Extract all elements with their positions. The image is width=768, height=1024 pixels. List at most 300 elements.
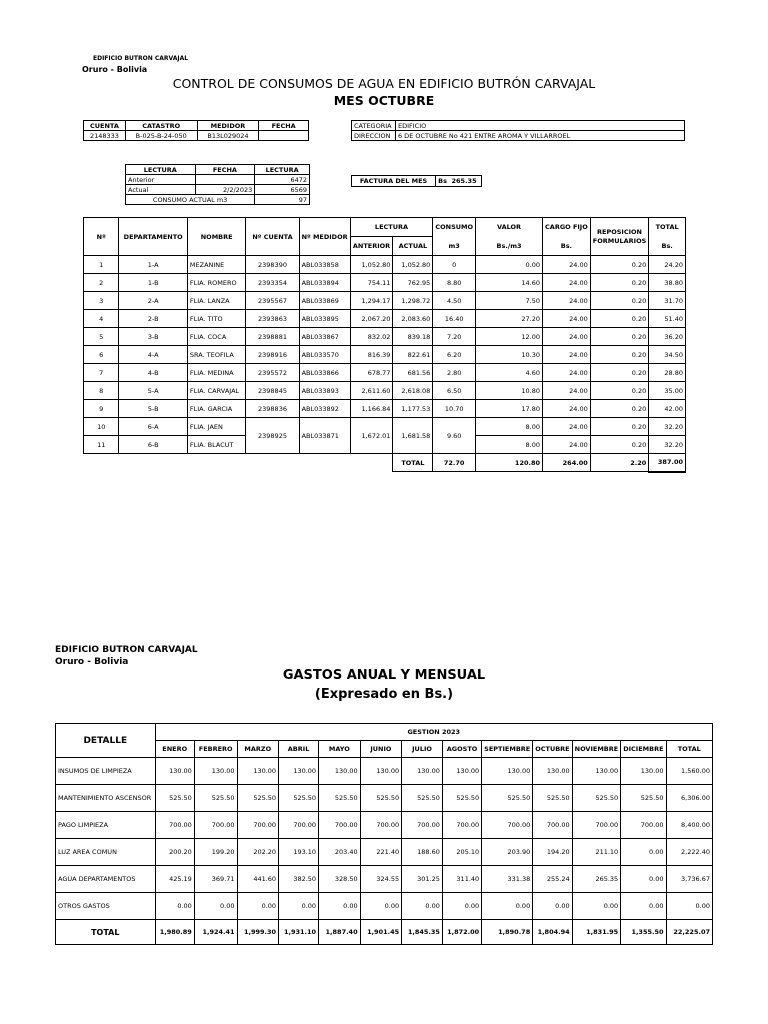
company-name-2: EDIFICIO BUTRON CARVAJAL <box>55 645 198 655</box>
account-value: B13L029024 <box>197 131 259 141</box>
gastos-subtitle: (Expresado en Bs.) <box>314 687 454 702</box>
month-header: MARZO <box>237 741 279 758</box>
row-reposition: 0.20 <box>590 274 649 292</box>
row-value: 17.80 <box>476 400 543 418</box>
row-value: 0.00 <box>476 256 543 274</box>
row-meter: ABL033895 <box>299 310 350 328</box>
reading-header: LECTURA <box>255 165 310 175</box>
account-table <box>83 120 309 141</box>
factura-box <box>351 175 482 187</box>
expense-value: 130.00 <box>482 758 533 785</box>
row-department: 2-B <box>119 310 187 328</box>
row-department: 2-A <box>119 292 187 310</box>
expense-value: 700.00 <box>360 812 402 839</box>
expense-value: 331.38 <box>482 866 533 893</box>
expense-row <box>56 785 713 812</box>
row-account: 2395567 <box>246 292 299 310</box>
row-account: 2395572 <box>246 364 299 382</box>
expense-value: 0.00 <box>572 893 621 920</box>
row-curr-reading: 822.61 <box>393 346 433 364</box>
expense-value: 700.00 <box>572 812 621 839</box>
expense-value: 525.50 <box>402 785 443 812</box>
row-account: 2398390 <box>246 256 299 274</box>
col-header-actual: ACTUAL <box>393 237 433 256</box>
row-number: 7 <box>84 364 119 382</box>
info-label: CATEGORIA <box>352 121 396 131</box>
row-department: 1-B <box>119 274 187 292</box>
col-unit-valor: Bs./m3 <box>476 237 543 256</box>
account-header: MEDIDOR <box>197 121 259 131</box>
row-fixed-charge: 24.00 <box>543 364 591 382</box>
factura-currency: Bs <box>438 177 447 185</box>
row-department: 4-A <box>119 346 187 364</box>
row-total: 34.50 <box>649 346 686 364</box>
row-consumption: 10.70 <box>433 400 476 418</box>
row-fixed-charge: 24.00 <box>543 436 591 454</box>
row-reposition: 0.20 <box>590 436 649 454</box>
row-fixed-charge: 24.00 <box>543 382 591 400</box>
expense-total-label: TOTAL <box>56 920 156 945</box>
col-header-total: TOTAL <box>649 218 686 237</box>
col-header-valor: VALOR <box>476 218 543 237</box>
row-account: 2393354 <box>246 274 299 292</box>
month-header: DICIEMBRE <box>621 741 666 758</box>
row-total: 51.40 <box>649 310 686 328</box>
expense-row <box>56 893 713 920</box>
row-name: FLIA. TITO <box>187 310 246 328</box>
gestion-header: GESTION 2023 <box>155 724 712 741</box>
row-fixed-charge: 24.00 <box>543 400 591 418</box>
row-reposition: 0.20 <box>590 346 649 364</box>
reading-value: 6472 <box>255 175 310 185</box>
expense-total-value: 1,355.50 <box>621 920 666 945</box>
row-consumption: 4.50 <box>433 292 476 310</box>
consumption-row <box>84 274 686 292</box>
row-meter: ABL033893 <box>299 382 350 400</box>
consumo-value: 97 <box>255 195 310 205</box>
row-meter: ABL033869 <box>299 292 350 310</box>
info-label: DIRECCION <box>352 131 396 141</box>
info-value: 6 DE OCTUBRE No 421 ENTRE AROMA Y VILLARROEL <box>395 131 684 141</box>
month-header: OCTUBRE <box>533 741 572 758</box>
row-fixed-charge: 24.00 <box>543 292 591 310</box>
expense-value: 130.00 <box>319 758 361 785</box>
row-account: 2398881 <box>246 328 299 346</box>
col-header-reposicion: REPOSICION FORMULARIOS <box>590 218 649 256</box>
row-value: 14.60 <box>476 274 543 292</box>
expense-value: 205.10 <box>442 839 481 866</box>
expense-total-value: 1,931.10 <box>279 920 319 945</box>
row-fixed-charge: 24.00 <box>543 346 591 364</box>
expense-value: 525.50 <box>155 785 194 812</box>
expense-value: 311.40 <box>442 866 481 893</box>
row-number: 3 <box>84 292 119 310</box>
row-value: 8.00 <box>476 436 543 454</box>
col-header-cuenta: Nº CUENTA <box>246 218 299 256</box>
expense-value: 0.00 <box>482 893 533 920</box>
expense-total-value: 1,845.35 <box>402 920 443 945</box>
row-name: SRA. TEOFILA <box>187 346 246 364</box>
expense-value: 130.00 <box>237 758 279 785</box>
total-valor: 120.80 <box>476 454 543 472</box>
expense-value: 255.24 <box>533 866 572 893</box>
row-prev-reading: 816.39 <box>350 346 393 364</box>
row-prev-reading: 2,611.60 <box>350 382 393 400</box>
row-reposition: 0.20 <box>590 310 649 328</box>
row-fixed-charge: 24.00 <box>543 256 591 274</box>
row-number: 8 <box>84 382 119 400</box>
factura-amount-cell <box>436 176 482 187</box>
row-consumption: 7.20 <box>433 328 476 346</box>
row-curr-reading: 1,177.53 <box>393 400 433 418</box>
row-fixed-charge: 24.00 <box>543 310 591 328</box>
consumption-row <box>84 292 686 310</box>
expense-value: 700.00 <box>482 812 533 839</box>
company-city: Oruro - Bolivia <box>82 65 148 74</box>
row-curr-reading: 2,083.60 <box>393 310 433 328</box>
row-reposition: 0.20 <box>590 364 649 382</box>
col-header-anterior: ANTERIOR <box>350 237 393 256</box>
expense-value: 700.00 <box>155 812 194 839</box>
expense-value: 0.00 <box>621 839 666 866</box>
row-name: FLIA. JAEN <box>187 418 246 436</box>
expense-value: 525.50 <box>319 785 361 812</box>
expense-total-row <box>56 920 713 945</box>
month-header: JULIO <box>402 741 443 758</box>
expense-value: 525.50 <box>482 785 533 812</box>
row-total: 31.70 <box>649 292 686 310</box>
row-meter: ABL033866 <box>299 364 350 382</box>
row-prev-reading: 2,067.20 <box>350 310 393 328</box>
consumption-row <box>84 328 686 346</box>
row-curr-reading: 1,052.80 <box>393 256 433 274</box>
row-value: 8.00 <box>476 418 543 436</box>
consumption-row <box>84 346 686 364</box>
factura-amount: 265.35 <box>451 177 477 185</box>
reading-label: Actual <box>126 185 196 195</box>
row-curr-reading: 681.56 <box>393 364 433 382</box>
gastos-title: GASTOS ANUAL Y MENSUAL <box>282 668 486 683</box>
expense-value: 130.00 <box>194 758 237 785</box>
row-account: 2398845 <box>246 382 299 400</box>
total-spacer <box>84 454 393 472</box>
expense-value: 525.50 <box>621 785 666 812</box>
row-meter: ABL033894 <box>299 274 350 292</box>
col-header-depto: DEPARTAMENTO <box>119 218 187 256</box>
expense-value: 0.00 <box>621 893 666 920</box>
expense-row <box>56 758 713 785</box>
row-prev-reading: 678.77 <box>350 364 393 382</box>
meter-reading-table <box>125 164 310 205</box>
expense-total-value: 1,831.95 <box>572 920 621 945</box>
row-account: 2398836 <box>246 400 299 418</box>
expense-value: 0.00 <box>155 893 194 920</box>
row-total: 42.00 <box>649 400 686 418</box>
expense-value: 199.20 <box>194 839 237 866</box>
row-total: 38.80 <box>649 274 686 292</box>
row-department: 6-B <box>119 436 187 454</box>
expense-value: 193.10 <box>279 839 319 866</box>
row-name: FLIA. CARVAJAL <box>187 382 246 400</box>
expense-value: 0.00 <box>402 893 443 920</box>
expense-total-value: 1,890.78 <box>482 920 533 945</box>
row-total: 24.20 <box>649 256 686 274</box>
col-header-medidor: Nº MEDIDOR <box>299 218 350 256</box>
row-value: 12.00 <box>476 328 543 346</box>
row-account: 2393863 <box>246 310 299 328</box>
expense-row <box>56 839 713 866</box>
detalle-header: DETALLE <box>56 724 156 758</box>
reading-label: Anterior <box>126 175 196 185</box>
total-consumo: 72.70 <box>433 454 476 472</box>
total-cargo: 264.00 <box>543 454 591 472</box>
expense-label: MANTENIMIENTO ASCENSOR <box>56 785 156 812</box>
row-total: 35.00 <box>649 382 686 400</box>
row-meter-merged: ABL033871 <box>299 418 350 454</box>
expense-value: 700.00 <box>279 812 319 839</box>
row-account: 2398916 <box>246 346 299 364</box>
expense-label: PAGO LIMPIEZA <box>56 812 156 839</box>
month-header: NOVIEMBRE <box>572 741 621 758</box>
row-number: 4 <box>84 310 119 328</box>
row-curr-reading: 2,618.08 <box>393 382 433 400</box>
row-value: 27.20 <box>476 310 543 328</box>
expense-value: 525.50 <box>442 785 481 812</box>
expense-value: 525.50 <box>572 785 621 812</box>
expense-value: 203.90 <box>482 839 533 866</box>
account-header: FECHA <box>259 121 309 131</box>
gastos-table <box>55 723 713 945</box>
expense-value: 130.00 <box>621 758 666 785</box>
row-curr-reading: 1,298.72 <box>393 292 433 310</box>
month-header: TOTAL <box>666 741 712 758</box>
expense-value: 425.19 <box>155 866 194 893</box>
row-reposition: 0.20 <box>590 328 649 346</box>
company-name-small: EDIFICIO BUTRON CARVAJAL <box>93 55 189 62</box>
expense-value: 0.00 <box>666 893 712 920</box>
expense-value: 130.00 <box>533 758 572 785</box>
month-header: AGOSTO <box>442 741 481 758</box>
expense-value: 0.00 <box>194 893 237 920</box>
expense-value: 2,222.40 <box>666 839 712 866</box>
expense-value: 188.60 <box>402 839 443 866</box>
row-reposition: 0.20 <box>590 292 649 310</box>
expense-total-value: 1,887.40 <box>319 920 361 945</box>
col-unit-total: Bs. <box>649 237 686 256</box>
row-value: 4.60 <box>476 364 543 382</box>
total-reposicion: 2.20 <box>590 454 649 472</box>
expense-value: 0.00 <box>237 893 279 920</box>
expense-value: 130.00 <box>442 758 481 785</box>
col-header-consumo: CONSUMO <box>433 218 476 237</box>
expense-value: 525.50 <box>360 785 402 812</box>
row-total: 32.20 <box>649 418 686 436</box>
account-value <box>259 131 309 141</box>
row-name: FLIA. BLACUT <box>187 436 246 454</box>
consumption-row <box>84 364 686 382</box>
consumption-row <box>84 310 686 328</box>
row-prev-reading: 754.11 <box>350 274 393 292</box>
row-fixed-charge: 24.00 <box>543 328 591 346</box>
account-value: B-025-B-24-050 <box>125 131 197 141</box>
consumption-row <box>84 418 686 436</box>
expense-value: 525.50 <box>237 785 279 812</box>
row-value: 7.50 <box>476 292 543 310</box>
row-department: 3-B <box>119 328 187 346</box>
expense-row <box>56 866 713 893</box>
expense-value: 8,400.00 <box>666 812 712 839</box>
expense-value: 525.50 <box>194 785 237 812</box>
col-header-no: Nº <box>84 218 119 256</box>
consumo-label: CONSUMO ACTUAL m3 <box>126 195 255 205</box>
month-header: MAYO <box>319 741 361 758</box>
row-number: 11 <box>84 436 119 454</box>
month-header: ENERO <box>155 741 194 758</box>
account-value: 2148333 <box>84 131 126 141</box>
row-department: 5-B <box>119 400 187 418</box>
row-prev-reading: 1,052.80 <box>350 256 393 274</box>
expense-value: 0.00 <box>279 893 319 920</box>
row-fixed-charge: 24.00 <box>543 418 591 436</box>
row-name: FLIA. ROMERO <box>187 274 246 292</box>
expense-value: 301.25 <box>402 866 443 893</box>
row-consumption: 16.40 <box>433 310 476 328</box>
expense-value: 700.00 <box>402 812 443 839</box>
row-value: 10.30 <box>476 346 543 364</box>
reading-header: LECTURA <box>126 165 196 175</box>
expense-value: 441.60 <box>237 866 279 893</box>
expense-total-value: 1,872.00 <box>442 920 481 945</box>
expense-value: 0.00 <box>442 893 481 920</box>
row-total: 28.80 <box>649 364 686 382</box>
row-number: 1 <box>84 256 119 274</box>
month-header: SEPTIEMBRE <box>482 741 533 758</box>
row-value: 10.80 <box>476 382 543 400</box>
row-total: 36.20 <box>649 328 686 346</box>
row-meter: ABL033867 <box>299 328 350 346</box>
row-reposition: 0.20 <box>590 256 649 274</box>
expense-value: 328.50 <box>319 866 361 893</box>
month-header: ABRIL <box>279 741 319 758</box>
row-consumption-merged: 9.60 <box>433 418 476 454</box>
expense-label: AGUA DEPARTAMENTOS <box>56 866 156 893</box>
expense-value: 130.00 <box>155 758 194 785</box>
expense-value: 130.00 <box>402 758 443 785</box>
row-name: MEZANINE <box>187 256 246 274</box>
row-reposition: 0.20 <box>590 382 649 400</box>
expense-value: 0.00 <box>621 866 666 893</box>
expense-value: 203.40 <box>319 839 361 866</box>
row-number: 5 <box>84 328 119 346</box>
row-department: 6-A <box>119 418 187 436</box>
expense-value: 700.00 <box>194 812 237 839</box>
row-curr-reading-merged: 1,681.58 <box>393 418 433 454</box>
expense-value: 525.50 <box>279 785 319 812</box>
expense-value: 382.50 <box>279 866 319 893</box>
expense-value: 1,560.00 <box>666 758 712 785</box>
expense-value: 265.35 <box>572 866 621 893</box>
row-fixed-charge: 24.00 <box>543 274 591 292</box>
expense-total-value: 1,804.94 <box>533 920 572 945</box>
expense-total-value: 22,225.07 <box>666 920 712 945</box>
row-prev-reading-merged: 1,672.01 <box>350 418 393 454</box>
expense-value: 202.20 <box>237 839 279 866</box>
row-department: 5-A <box>119 382 187 400</box>
expense-value: 0.00 <box>319 893 361 920</box>
row-department: 4-B <box>119 364 187 382</box>
expense-value: 0.00 <box>360 893 402 920</box>
expense-value: 369.71 <box>194 866 237 893</box>
row-consumption: 0 <box>433 256 476 274</box>
month-header: FEBRERO <box>194 741 237 758</box>
col-header-nombre: NOMBRE <box>187 218 246 256</box>
expense-value: 700.00 <box>319 812 361 839</box>
row-account-merged: 2398925 <box>246 418 299 454</box>
row-curr-reading: 839.18 <box>393 328 433 346</box>
expense-label: OTROS GASTOS <box>56 893 156 920</box>
row-name: FLIA. COCA <box>187 328 246 346</box>
row-reposition: 0.20 <box>590 400 649 418</box>
row-consumption: 6.20 <box>433 346 476 364</box>
expense-value: 0.00 <box>533 893 572 920</box>
row-prev-reading: 1,166.84 <box>350 400 393 418</box>
expense-value: 525.50 <box>533 785 572 812</box>
row-number: 9 <box>84 400 119 418</box>
row-name: FLIA. MEDINA <box>187 364 246 382</box>
row-meter: ABL033892 <box>299 400 350 418</box>
info-value: EDIFICIO <box>395 121 684 131</box>
row-consumption: 2.80 <box>433 364 476 382</box>
expense-row <box>56 812 713 839</box>
reading-value: 6569 <box>255 185 310 195</box>
row-meter: ABL033858 <box>299 256 350 274</box>
expense-value: 700.00 <box>533 812 572 839</box>
month-header: JUNIO <box>360 741 402 758</box>
consumption-row <box>84 256 686 274</box>
reading-date: 2/2/2023 <box>195 185 255 195</box>
row-reposition: 0.20 <box>590 418 649 436</box>
col-unit-consumo: m3 <box>433 237 476 256</box>
report-title: CONTROL DE CONSUMOS DE AGUA EN EDIFICIO BUTRÓN CARVAJAL <box>172 76 596 91</box>
consumption-table <box>83 217 686 473</box>
expense-value: 324.55 <box>360 866 402 893</box>
expense-value: 130.00 <box>279 758 319 785</box>
row-total: 32.20 <box>649 436 686 454</box>
expense-total-value: 1,901.45 <box>360 920 402 945</box>
expense-label: INSUMOS DE LIMPIEZA <box>56 758 156 785</box>
expense-value: 3,736.67 <box>666 866 712 893</box>
expense-value: 130.00 <box>360 758 402 785</box>
expense-value: 194.20 <box>533 839 572 866</box>
col-header-lectura: LECTURA <box>350 218 433 237</box>
expense-value: 6,306.00 <box>666 785 712 812</box>
expense-total-value: 1,980.89 <box>155 920 194 945</box>
company-city-2: Oruro - Bolivia <box>55 657 129 667</box>
row-consumption: 6.50 <box>433 382 476 400</box>
row-curr-reading: 762.95 <box>393 274 433 292</box>
account-header: CUENTA <box>84 121 126 131</box>
reading-header: FECHA <box>195 165 255 175</box>
col-unit-cargo: Bs. <box>543 237 591 256</box>
row-consumption: 8.80 <box>433 274 476 292</box>
expense-value: 200.20 <box>155 839 194 866</box>
info-table <box>351 120 685 141</box>
row-name: FLIA. GARCIA <box>187 400 246 418</box>
expense-total-value: 1,999.30 <box>237 920 279 945</box>
consumption-row <box>84 382 686 400</box>
expense-label: LUZ AREA COMUN <box>56 839 156 866</box>
row-prev-reading: 1,294.17 <box>350 292 393 310</box>
